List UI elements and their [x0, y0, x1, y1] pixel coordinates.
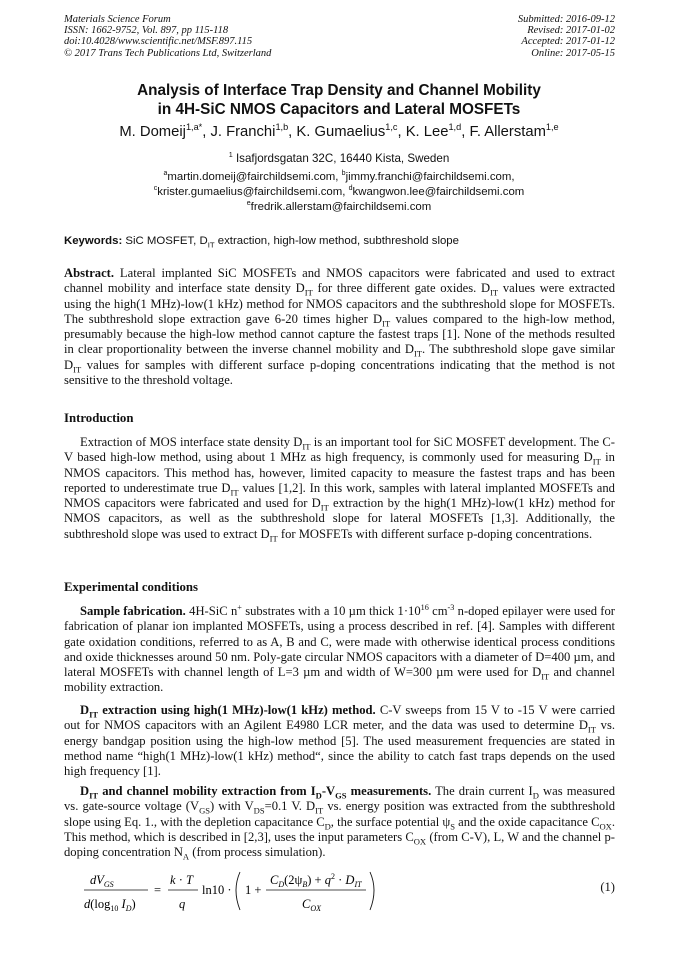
equals-sign: = — [154, 883, 162, 897]
paper-title — [60, 81, 618, 119]
mobility-extraction-paragraph: $D_{IT}$ and channel mobility extraction from $I_D-V_{GS}$ measurements. The drain current $I_D$ was measured vs. gate-source voltage $(V_{GS})$ with $V_{DS}=0.1$ V. $D_{IT}$ vs. energy position was extracted from the subthreshold slope using Eq. 1., with the depletion capacitance $C_D$, the surface potential $\psi_S$ and the oxide capacitance $C_{OX}$. This method, which is described in [2,3], uses the input parameters $C_{OX}$ (from C-V), L, W and the channel p-doping concentration $N_A$ (from process simulation). — [64, 784, 616, 862]
kt-denominator: q — [179, 897, 186, 911]
equation-1 — [80, 866, 615, 916]
journal-info-line: doi:10.4028/www.scientific.net/MSF.897.115 — [64, 36, 253, 48]
ln10-term: ln10 · — [202, 883, 232, 897]
section-heading: Introduction — [64, 411, 134, 425]
affiliation: $^1$ Isafjordsgatan 32C, 16440 Kista, Sweden — [228, 150, 450, 165]
author: J. Franchi$^{1,b}$ — [210, 122, 289, 140]
bracket-numerator: $C_D(2\psi_B) + q^2 \cdot D_{IT}$ — [270, 872, 362, 889]
keywords-text: SiC MOSFET, $D_{IT}$ extraction, high-low method, subthreshold slope — [125, 235, 459, 250]
email[interactable]: $^e$fredrik.allerstam@fairchildsemi.com — [246, 199, 432, 213]
keywords — [64, 235, 624, 250]
dit-extraction-paragraph: $D_{IT}$ extraction using high(1 MHz)-low(1 kHz) method. C-V sweeps from 15 V to -15 V were carried out for NMOS capacitors with an Agilent E4980 LCR meter, and the data was used to determine $D_{IT}$ vs. energy bandgap position using the high-low method [5]. The used measurement frequencies are stated in method name “high(1 MHz)-low(1 kHz) method“, since the ability to catch fast traps depends on the used high frequency [1]. — [64, 703, 616, 778]
author: K. Gumaelius$^{1,c}$ — [296, 122, 398, 140]
author: K. Lee$^{1,d}$ — [405, 122, 462, 140]
keywords-label: Keywords: — [64, 235, 123, 247]
sample-fabrication-paragraph: Sample fabrication. 4H-SiC n+ substrates with a 10 µm thick $1\cdot 10^{16}$ $cm^{-3}$ n-doped epilayer were used for fabrication of planar ion implanted MOSFETs, using a process described in ref. [4]. Samples with different gate oxidation conditions, referred to as A, B and C, were made with otherwise identical process conditions and oxide thicknesses around 50 nm. Poly-gate circular NMOS capacitors with a diameter of D=400 µm, and lateral MOSFETs with channel length of L=3 µm and width of W=300 µm were used for $D_{IT}$ and channel mobility extraction. — [64, 602, 615, 695]
equation-number: (1) — [600, 880, 615, 894]
eq-denominator: $d(\log_{10}$ $I_D$) — [84, 897, 136, 913]
journal-info — [64, 14, 271, 59]
title-line: in 4H-SiC NMOS Capacitors and Lateral MOSFETs — [157, 101, 521, 118]
left-paren — [236, 872, 240, 910]
email[interactable]: $^b$jimmy.franchi@fairchildsemi.com — [341, 170, 512, 183]
kt-numerator: k · T — [170, 873, 193, 887]
abstract-label: Abstract. — [64, 266, 115, 280]
abstract — [64, 266, 615, 388]
author-list: M. Domeij$^{1,a*}$, J. Franchi$^{1,b}$, K. Gumaelius$^{1,c}$, K. Lee$^{1,d}$, F. Allerstam$^{1,e}$ — [119, 122, 559, 140]
intro-paragraph: Extraction of MOS interface state density $D_{IT}$ is an important tool for SiC MOSFET development. The C-V based high-low method, using about 1 MHz as high frequency, is commonly used for measuring $D_{IT}$ in NMOS capacitors. This method has, however, limited capacity to measure the fastest traps and has been reported to underestimate true $D_{IT}$ values [1,2]. In this work, samples with lateral implanted MOSFETs and NMOS capacitors were fabricated and used for $D_{IT}$ extraction by the high(1 MHz)-low(1 kHz) method for NMOS capacitors, as well as the subthreshold slope for lateral MOSFETs [1,3]. Additionally, the subthreshold slope was used to extract $D_{IT}$ for MOSFETs with different surface p-doping concentrations. — [64, 435, 615, 544]
one-plus: 1 + — [245, 883, 262, 897]
right-paren — [370, 872, 374, 910]
journal-info-line: ISSN: 1662-9752, Vol. 897, pp 115-118 — [64, 25, 229, 37]
journal-info-line: Materials Science Forum — [64, 14, 171, 25]
date-line: Revised: 2017-01-02 — [527, 25, 615, 37]
section-heading: Experimental conditions — [64, 580, 199, 594]
email[interactable]: $^c$krister.gumaelius@fairchildsemi.com — [153, 185, 343, 198]
publication-dates — [518, 14, 615, 59]
bracket-denominator: $C_{OX}$ — [302, 897, 322, 913]
title-line: Analysis of Interface Trap Density and Channel Mobility — [137, 82, 541, 99]
author: M. Domeij$^{1,a*}$ — [119, 122, 203, 140]
email[interactable]: $^a$martin.domeij@fairchildsemi.com — [163, 170, 336, 183]
author-emails: $^a$martin.domeij@fairchildsemi.com, $^b$jimmy.franchi@fairchildsemi.com, $^c$krister.gumaelius@fairchildsemi.com, $^d$kwangwon.lee@fairchildsemi.com $^e$fredrik.allerstam@fairchildsemi.com — [153, 170, 525, 213]
journal-info-line: © 2017 Trans Tech Publications Ltd, Switzerland — [64, 47, 272, 59]
email[interactable]: $^d$kwangwon.lee@fairchildsemi.com — [348, 185, 525, 198]
date-line: Online: 2017-05-15 — [531, 47, 615, 59]
abstract-text: Lateral implanted SiC MOSFETs and NMOS capacitors were fabricated and used to extract channel mobility and interface state density $D_{IT}$ for three different gate oxides. $D_{IT}$ values were extracted using the high(1 MHz)-low(1 kHz) method for NMOS capacitors and the subthreshold slope for MOSFETs. The subthreshold slope extraction gave 6-20 times higher $D_{IT}$ values compared to the high-low method, presumably because the high-low method cannot capture the fastest traps [1]. None of the methods resulted in clear proportionality between the inverse channel mobility and $D_{IT}$. The subthreshold slope gave similar $D_{IT}$ values for samples with different surface p-doping concentrations indicating that the method is not sensitive to the threshold voltage. — [64, 266, 616, 387]
date-line: Submitted: 2016-09-12 — [517, 14, 615, 25]
eq-numerator: $dV_{GS}$ — [90, 873, 114, 889]
date-line: Accepted: 2017-01-12 — [521, 36, 615, 48]
author: F. Allerstam$^{1,e}$ — [469, 122, 559, 140]
